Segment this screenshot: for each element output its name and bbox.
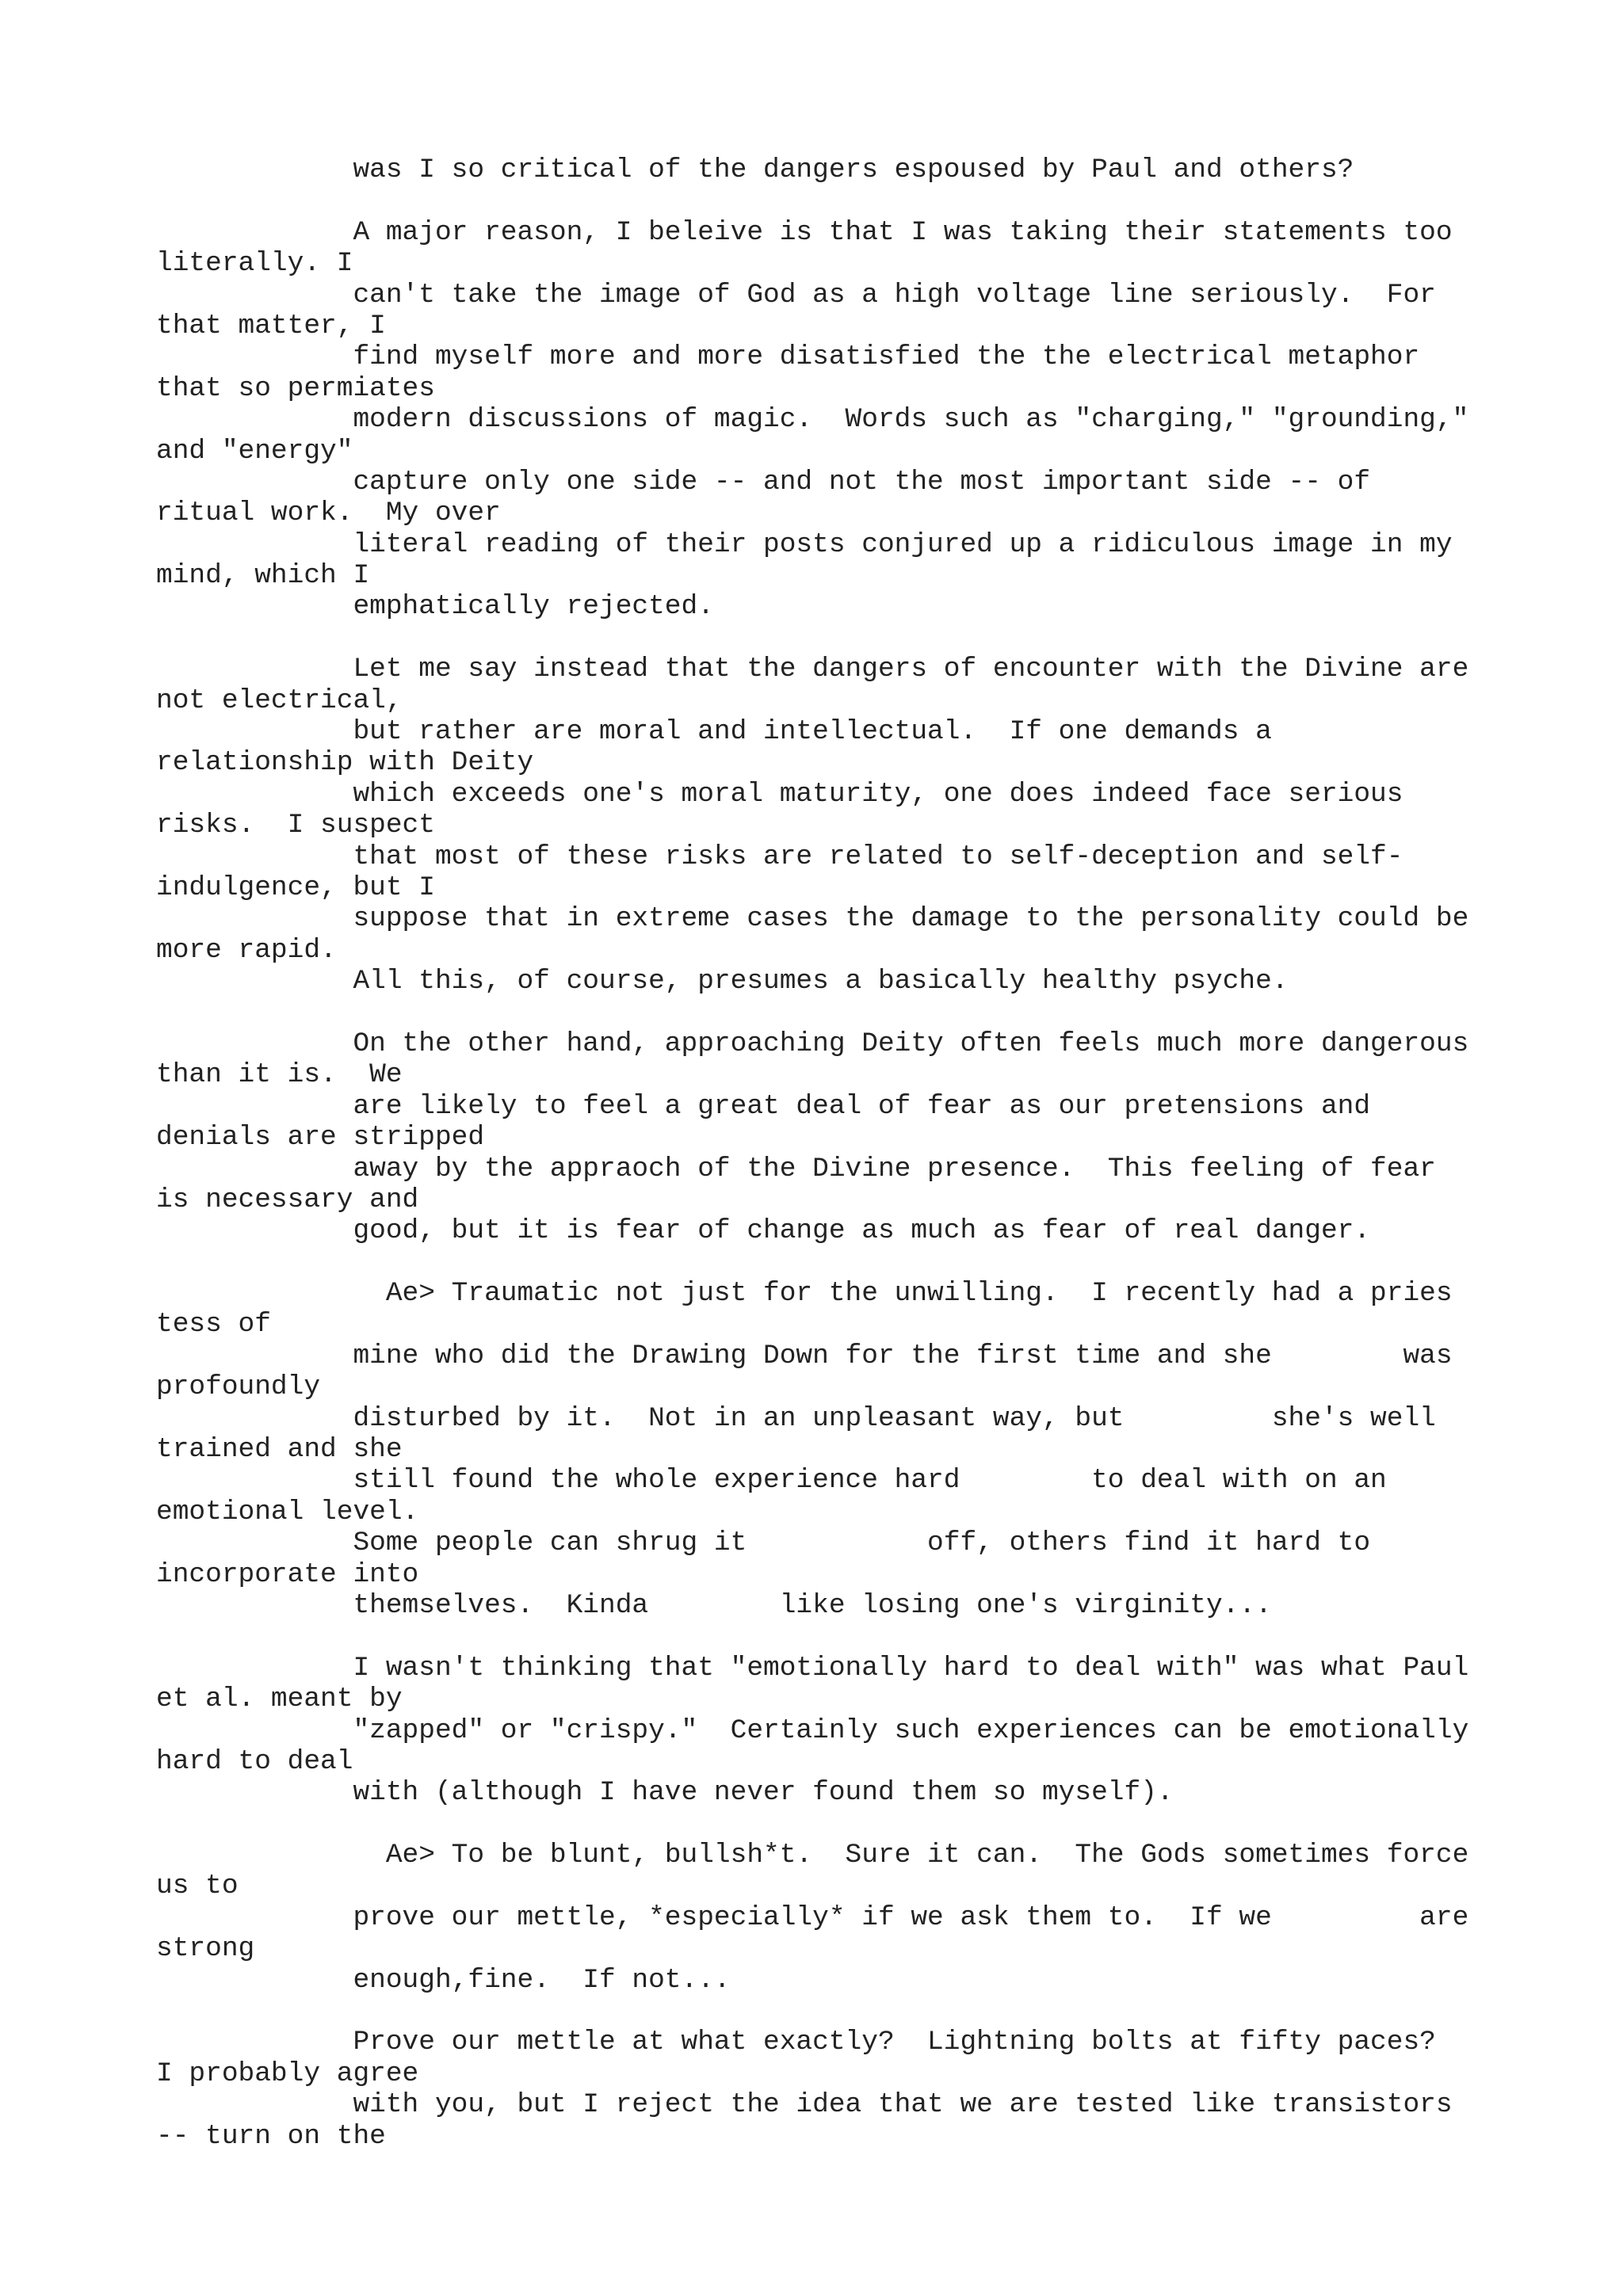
blank-line: [156, 623, 1614, 654]
text-line: but rather are moral and intellectual. If one demands a: [156, 716, 1272, 748]
text-line: et al. meant by: [156, 1684, 403, 1715]
text-line: tess of: [156, 1309, 271, 1341]
text-line: modern discussions of magic. Words such as "charging," "grounding,": [156, 404, 1469, 436]
text-line: risks. I suspect: [156, 810, 435, 841]
text-line: mind, which I: [156, 560, 370, 592]
text-line: denials are stripped: [156, 1122, 485, 1154]
text-line: us to: [156, 1871, 239, 1902]
text-line: and "energy": [156, 435, 353, 467]
text-line: that matter, I: [156, 310, 386, 341]
text-line: was I so critical of the dangers espoused by Paul and others?: [156, 154, 1354, 185]
text-line: incorporate into: [156, 1558, 419, 1590]
text-line: that most of these risks are related to self-deception and self-: [156, 841, 1403, 872]
text-line: All this, of course, presumes a basically healthy psyche.: [156, 966, 1289, 997]
text-line: trained and she: [156, 1434, 403, 1466]
text-line: with (although I have never found them so myself).: [156, 1777, 1174, 1809]
text-line: which exceeds one's moral maturity, one does indeed face serious: [156, 778, 1403, 810]
blank-line: [156, 1621, 1614, 1652]
text-line: literal reading of their posts conjured up a ridiculous image in my: [156, 528, 1453, 560]
text-line: Ae> To be blunt, bullsh*t. Sure it can. The Gods sometimes force: [156, 1840, 1469, 1871]
text-line: emotional level.: [156, 1496, 419, 1527]
blank-line: [156, 1247, 1614, 1278]
blank-line: [156, 1996, 1614, 2027]
text-line: profoundly: [156, 1371, 321, 1403]
text-line: is necessary and: [156, 1184, 419, 1215]
text-line: literally. I: [156, 248, 353, 280]
text-line: Prove our mettle at what exactly? Lightning bolts at fifty paces?: [156, 2027, 1436, 2058]
text-line: hard to deal: [156, 1745, 353, 1777]
text-line: disturbed by it. Not in an unpleasant way, but she's well: [156, 1402, 1436, 1434]
text-line: A major reason, I beleive is that I was taking their statements too: [156, 216, 1453, 248]
text-line: "zapped" or "crispy." Certainly such experiences can be emotionally: [156, 1714, 1469, 1746]
text-line: are likely to feel a great deal of fear as our pretensions and: [156, 1090, 1371, 1122]
text-line: that so permiates: [156, 372, 435, 404]
text-line: indulgence, but I: [156, 871, 435, 903]
text-line: I wasn't thinking that "emotionally hard to deal with" was what Paul: [156, 1652, 1469, 1684]
text-line: Let me say instead that the dangers of encounter with the Divine are: [156, 654, 1469, 685]
blank-line: [156, 997, 1614, 1028]
text-line: strong: [156, 1933, 255, 1965]
text-line: mine who did the Drawing Down for the first time and she was: [156, 1340, 1453, 1371]
text-line: Ae> Traumatic not just for the unwilling. I recently had a pries: [156, 1278, 1453, 1310]
text-line: still found the whole experience hard to deal with on an: [156, 1465, 1387, 1497]
blank-line: [156, 185, 1614, 216]
text-line: can't take the image of God as a high voltage line seriously. For: [156, 279, 1436, 311]
text-line: prove our mettle, *especially* if we ask them to. If we are: [156, 1901, 1469, 1933]
text-line: not electrical,: [156, 685, 403, 716]
text-line: suppose that in extreme cases the damage to the personality could be: [156, 903, 1469, 935]
text-line: On the other hand, approaching Deity often feels much more dangerous: [156, 1028, 1469, 1059]
text-line: themselves. Kinda like losing one's virginity...: [156, 1589, 1272, 1621]
text-line: relationship with Deity: [156, 747, 534, 779]
text-line: capture only one side -- and not the most important side -- of: [156, 466, 1371, 498]
document-text: [156, 154, 1614, 2152]
text-line: good, but it is fear of change as much as fear of real danger.: [156, 1215, 1371, 1247]
text-line: emphatically rejected.: [156, 591, 714, 623]
text-line: I probably agree: [156, 2058, 419, 2089]
text-line: away by the appraoch of the Divine presence. This feeling of fear: [156, 1153, 1436, 1184]
text-line: -- turn on the: [156, 2120, 386, 2152]
text-line: than it is. We: [156, 1059, 403, 1091]
text-line: find myself more and more disatisfied the the electrical metaphor: [156, 341, 1420, 373]
text-line: with you, but I reject the idea that we are tested like transistors: [156, 2089, 1453, 2121]
blank-line: [156, 1809, 1614, 1840]
text-line: Some people can shrug it off, others find it hard to: [156, 1527, 1371, 1559]
text-line: more rapid.: [156, 934, 337, 966]
text-line: enough,fine. If not...: [156, 1964, 731, 1996]
text-line: ritual work. My over: [156, 498, 501, 529]
